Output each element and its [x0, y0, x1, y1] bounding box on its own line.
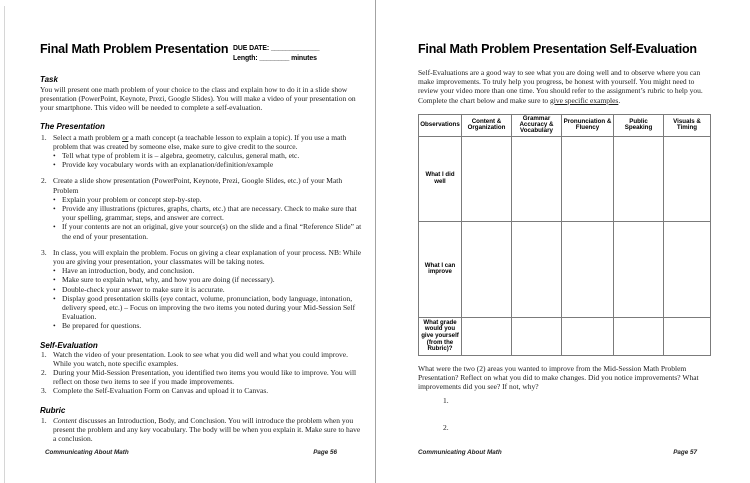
- item-number: 3.: [41, 386, 47, 396]
- table-cell-empty: [614, 221, 664, 317]
- item-number: 3.: [41, 247, 47, 257]
- length-label: Length:: [233, 54, 258, 62]
- section-heading-task: Task: [40, 75, 58, 84]
- table-cell-empty: [562, 317, 614, 355]
- item-text: [53, 416, 365, 444]
- table-header-cell: Grammar Accuracy & Vocabulary: [512, 114, 562, 136]
- bullet-icon: •: [53, 222, 56, 232]
- due-date-line: [233, 44, 365, 54]
- bullet-icon: •: [53, 204, 56, 214]
- answer-line-2: 2.: [443, 422, 449, 432]
- bullet-text: Double-check your answer to make sure it is accurate.: [62, 284, 225, 294]
- item-number: 1.: [41, 415, 47, 425]
- table-cell-empty: [614, 136, 664, 221]
- table-cell-empty: [562, 136, 614, 221]
- item-text: During your Mid-Session Presentation, you identified two items you would like to improve. You will reflect on those two items to see if you made improvements.: [53, 368, 357, 387]
- table-row: [419, 136, 711, 221]
- row-label-cell: What I did well: [419, 136, 462, 221]
- table-cell-empty: [562, 221, 614, 317]
- bullet-item: [53, 160, 365, 169]
- table-cell-empty: [614, 317, 664, 355]
- table-cell-empty: [664, 221, 711, 317]
- bullet-item: [53, 151, 365, 160]
- due-date-blank: _____________: [270, 45, 320, 52]
- table-row: [419, 221, 711, 317]
- page-title: Final Math Problem Presentation: [40, 42, 229, 56]
- item-text-underlined: or: [122, 132, 129, 142]
- table-row: [419, 317, 711, 355]
- bullet-text: Be prepared for questions.: [62, 321, 142, 331]
- page-57: [377, 0, 750, 483]
- bullet-text: Provide key vocabulary words with an explanation/definition/example: [62, 160, 274, 170]
- bullet-item: [53, 294, 365, 322]
- bullet-text: Make sure to explain what, why, and how you are doing (if necessary).: [62, 275, 275, 285]
- numbered-item: [40, 133, 365, 151]
- self-eval-table: [418, 114, 711, 356]
- bullet-item: [53, 195, 365, 204]
- length-unit: minutes: [291, 54, 317, 62]
- bullet-item: [53, 266, 365, 275]
- table-header-cell: Visuals & Timing: [664, 114, 711, 136]
- task-paragraph: You will present one math problem of your choice to the class and explain how to do it in a slide show presentation (PowerPoint, Keynote, Prezi, Google Slides). You will make a video of your presentation on your smartphone. This video will be needed to complete a self-evaluation.: [40, 85, 356, 113]
- page-56: [5, 0, 375, 483]
- table-cell-empty: [664, 136, 711, 221]
- item-text: Create a slide show presentation (PowerPoint, Keynote, Prezi, Google Slides, etc.) of your Math Problem: [53, 176, 343, 195]
- due-date-label: DUE DATE:: [233, 45, 270, 52]
- bullet-icon: •: [53, 284, 56, 294]
- row-label-cell: What I can improve: [419, 221, 462, 317]
- intro-text-post: .: [618, 95, 621, 105]
- question-paragraph: What were the two (2) areas you wanted to improve from the Mid-Session Math Problem Presentation? Reflect on what you did to make changes. Did you notice improvements? What improvements did you see? If not, why?: [418, 363, 699, 392]
- due-date-block: [233, 44, 365, 63]
- page-56-footer: [5, 449, 375, 456]
- table-cell-empty: [664, 317, 711, 355]
- footer-book-title: Communicating About Math: [45, 449, 129, 456]
- item-text-post: a math concept (a teachable lesson to explain a topic). If you use a math problem that was created by someone else, make sure to give credit to the source.: [53, 132, 347, 151]
- item-text: In class, you will explain the problem. Focus on giving a clear explanation of your process. NB: While you are giving your presentation, your classmates will be taking notes.: [53, 247, 362, 267]
- item-number: 2.: [41, 176, 47, 186]
- numbered-item: [40, 176, 365, 194]
- section-heading-self-evaluation: Self-Evaluation: [40, 340, 98, 350]
- item-number: 1.: [41, 132, 47, 142]
- length-blank: ________: [259, 54, 290, 62]
- bullet-item: [53, 285, 365, 294]
- section-heading-presentation: The Presentation: [40, 121, 105, 131]
- rubric-term-italic: Content: [53, 415, 77, 425]
- table-header-cell: Pronunciation & Fluency: [562, 114, 614, 136]
- table-cell-empty: [462, 221, 512, 317]
- item-text: Complete the Self-Evaluation Form on Canvas and upload it to Canvas.: [53, 386, 269, 396]
- table-cell-empty: [462, 317, 512, 355]
- bullet-icon: •: [53, 293, 56, 303]
- footer-book-title: Communicating About Math: [418, 449, 502, 456]
- table-cell-empty: [462, 136, 512, 221]
- self-eval-title: Final Math Problem Presentation Self-Evaluation: [418, 42, 697, 56]
- item-text: Watch the video of your presentation. Look to see what you did well and what you could improve. While you watch, note specific examples.: [53, 349, 348, 368]
- bullet-icon: •: [53, 321, 56, 331]
- title-row: [40, 42, 365, 63]
- numbered-item: [40, 248, 365, 266]
- intro-text-pre: Self-Evaluations are a good way to see what you are doing well and to observe where you can make improvements. To truly help you progress, be honest with yourself. You might need to review your video more than one time. You should refer to the assignment’s rubric to help you. Complete the chart below and make sure to: [418, 68, 703, 105]
- bullet-item: [53, 321, 365, 330]
- bullet-icon: •: [53, 160, 56, 170]
- table-header-cell: Public Speaking: [614, 114, 664, 136]
- answer-line-1: 1.: [443, 396, 449, 406]
- numbered-item: [40, 386, 365, 395]
- bullet-text: If your contents are not an original, give your source(s) on the slide and a final “Reference Slide” at the end of your presentation.: [62, 222, 362, 241]
- bullet-icon: •: [53, 275, 56, 285]
- table-cell-empty: [512, 136, 562, 221]
- intro-text-underlined: give specific examples: [550, 95, 619, 105]
- section-heading-rubric: Rubric: [40, 405, 66, 415]
- bullet-text: Have an introduction, body, and conclusion.: [62, 266, 195, 276]
- numbered-item: [40, 368, 365, 386]
- length-line: [233, 54, 365, 64]
- numbered-item: [40, 416, 365, 444]
- table-cell-empty: [512, 317, 562, 355]
- item-number: 1.: [41, 349, 47, 359]
- bullet-icon: •: [53, 194, 56, 204]
- footer-page-number: Page 57: [673, 449, 697, 456]
- item-number: 2.: [41, 368, 47, 378]
- bullet-text: Tell what type of problem it is – algebra, geometry, calculus, general math, etc.: [62, 151, 300, 161]
- table-header-cell: Observations: [419, 114, 462, 136]
- item-text: [53, 133, 365, 151]
- page-divider: [375, 0, 376, 483]
- bullet-item: [53, 204, 365, 222]
- row-label-cell: What grade would you give yourself (from the Rubric)?: [419, 317, 462, 355]
- bullet-icon: •: [53, 266, 56, 276]
- numbered-item: [40, 350, 365, 368]
- table-cell-empty: [512, 221, 562, 317]
- bullet-item: [53, 275, 365, 284]
- footer-page-number: Page 56: [313, 449, 337, 456]
- bullet-icon: •: [53, 151, 56, 161]
- bullet-text: Provide any illustrations (pictures, graphs, charts, etc.) that are necessary. Check to make sure that your spelling, grammar, steps, and answer are correct.: [62, 204, 357, 223]
- table-header-row: [419, 114, 711, 136]
- rubric-text: discusses an Introduction, Body, and Conclusion. You will introduce the problem when you present the problem and any key vocabulary. The body will be when you explain it. Make sure to have a conclusion.: [53, 415, 361, 444]
- page-57-footer: [377, 449, 750, 456]
- item-text-pre: Select a math problem: [53, 132, 123, 142]
- bullet-text: Explain your problem or concept step-by-step.: [62, 194, 202, 204]
- bullet-text: Display good presentation skills (eye contact, volume, pronunciation, body language, intonation, delivery speed, etc.) – Focus on improving the two items you noted during your Mid-Session Self Evaluation.: [62, 293, 356, 322]
- bullet-item: [53, 222, 365, 240]
- table-header-cell: Content & Organization: [462, 114, 512, 136]
- intro-paragraph: [418, 68, 712, 105]
